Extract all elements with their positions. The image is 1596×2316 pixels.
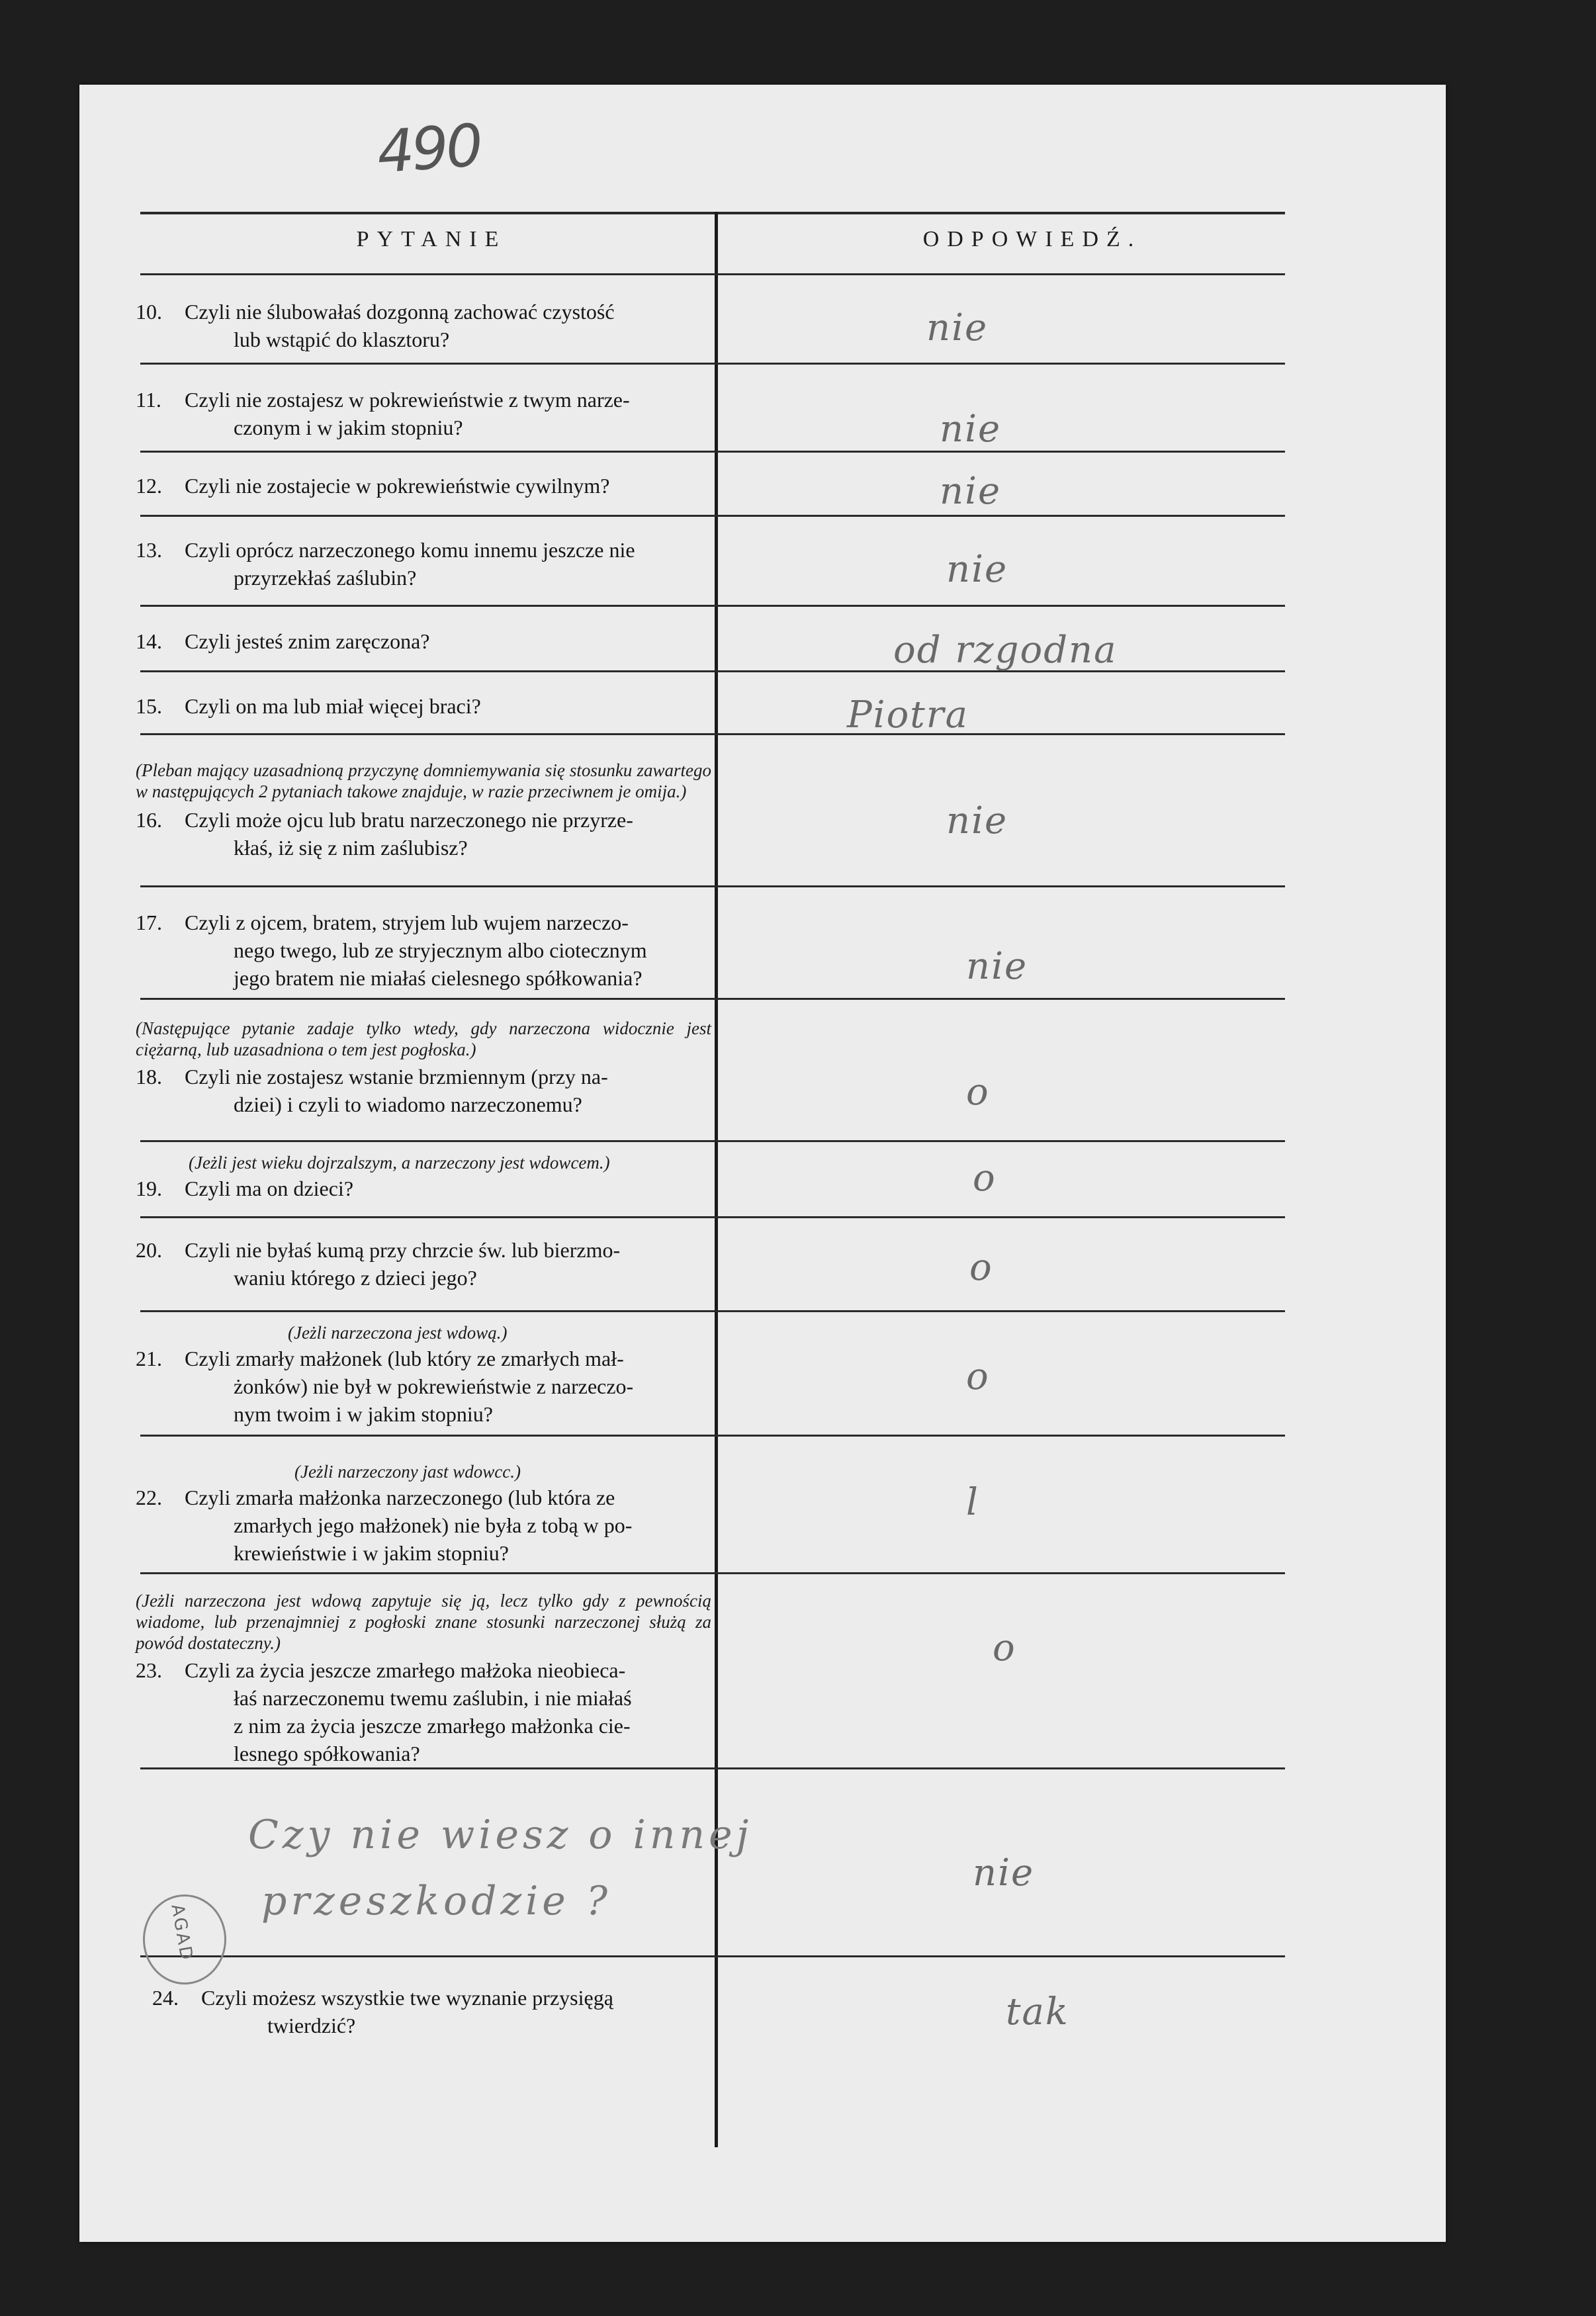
stamp-text: AGAD [167, 1902, 197, 1963]
question-16 [136, 760, 711, 862]
document-page [79, 85, 1446, 2242]
question-line: nego twego, lub ze stryjecznym albo ciotecznym [234, 938, 647, 962]
row-rule [140, 605, 1285, 607]
question-number: 19. [136, 1177, 162, 1200]
question-23 [136, 1590, 711, 1767]
row-rule [140, 451, 1285, 453]
question-line: nym twoim i w jakim stopniu? [234, 1402, 493, 1426]
row-rule [140, 273, 1285, 275]
answer-14: od rzgodna [893, 629, 1118, 672]
archive-stamp [143, 1894, 226, 1984]
answer-23: o [993, 1626, 1016, 1670]
question-13 [136, 536, 711, 592]
answer-20: o [969, 1246, 993, 1289]
question-note: (Pleban mający uzasadnioną przyczynę domniemywania się stosunku zawartego w następujących 2 pytaniach takowe znajduje, w razie przeciwnem je omija.) [136, 760, 711, 801]
question-line: Czyli zmarły małżonek (lub który ze zmarłych mał- [185, 1347, 624, 1370]
row-rule [140, 1140, 1285, 1142]
question-21 [136, 1322, 711, 1428]
row-rule [140, 1955, 1285, 1957]
question-line: kłaś, iż się z nim zaślubisz? [234, 836, 468, 860]
question-line: Czyli może ojcu lub bratu narzeczonego nie przyrze- [185, 808, 633, 832]
question-line: zmarłych jego małżonek) nie była z tobą w po- [234, 1513, 633, 1537]
question-number: 10. [136, 300, 162, 324]
question-line: krewieństwie i w jakim stopniu? [234, 1541, 509, 1565]
question-line: Czyli z ojcem, bratem, stryjem lub wujem narzeczo- [185, 911, 629, 934]
row-rule [140, 885, 1285, 887]
row-rule [140, 1767, 1285, 1769]
question-note: (Jeżli jest wieku dojrzalszym, a narzeczony jest wdowcem.) [189, 1153, 610, 1173]
row-rule [140, 363, 1285, 365]
question-line: Czyli nie zostajesz wstanie brzmiennym (przy na- [185, 1065, 608, 1089]
row-rule [140, 1435, 1285, 1437]
answer-18: o [966, 1071, 990, 1114]
question-number: 12. [136, 474, 162, 498]
question-line: łaś narzeczonemu twemu zaślubin, i nie miałaś [234, 1686, 632, 1710]
answer-15: Piotra [847, 693, 969, 736]
question-18 [136, 1018, 711, 1118]
question-11 [136, 386, 711, 441]
question-15 [136, 692, 711, 720]
row-rule [140, 998, 1285, 1000]
question-line: przyrzekłaś zaślubin? [234, 566, 417, 590]
question-number: 15. [136, 694, 162, 718]
question-line: twierdzić? [267, 2014, 356, 2037]
top-rule [140, 212, 1285, 214]
question-number: 20. [136, 1238, 162, 1262]
question-line: Czyli nie zostajecie w pokrewieństwie cywilnym? [185, 474, 610, 498]
question-note: (Jeżli narzeczona jest wdową zapytuje się ją, lecz tylko gdy z pewnością wiadome, lub przenajmniej z pogłoski znane stosunki narzeczonej służą za powód dostateczny.) [136, 1591, 711, 1653]
question-20 [136, 1236, 711, 1292]
answer-21: o [966, 1355, 990, 1398]
row-rule [140, 1310, 1285, 1312]
question-22 [136, 1461, 711, 1567]
question-note: (Jeżli narzeczona jest wdową.) [288, 1323, 508, 1343]
answer-12: nie [940, 470, 1002, 513]
question-line: waniu którego z dzieci jego? [234, 1266, 477, 1290]
question-note: (Następujące pytanie zadaje tylko wtedy, gdy narzeczona widocznie jest ciężarną, lub uzasadniona o tem jest pogłoska.) [136, 1018, 711, 1059]
answer-handwritten-question: nie [973, 1851, 1035, 1894]
question-10 [136, 298, 711, 353]
question-line: Czyli nie zostajesz w pokrewieństwie z twym narze- [185, 388, 630, 412]
row-rule [140, 515, 1285, 517]
question-number: 11. [136, 388, 161, 412]
question-19 [136, 1152, 711, 1202]
row-rule [140, 1572, 1285, 1574]
answer-16: nie [946, 799, 1008, 842]
question-number: 21. [136, 1347, 162, 1370]
question-line: Czyli oprócz narzeczonego komu innemu jeszcze nie [185, 538, 635, 562]
question-number: 22. [136, 1486, 162, 1509]
question-line: lub wstąpić do klasztoru? [234, 328, 450, 351]
answer-11: nie [940, 408, 1002, 451]
question-line: Czyli nie byłaś kumą przy chrzcie św. lub bierzmo- [185, 1238, 621, 1262]
answer-24: tak [1006, 1990, 1069, 2033]
question-line: Czyli możesz wszystkie twe wyznanie przysięgą [201, 1986, 613, 2010]
row-rule [140, 733, 1285, 735]
handwritten-question-line: przeszkodzie ? [261, 1878, 612, 1924]
question-number: 17. [136, 911, 162, 934]
question-number: 23. [136, 1658, 162, 1682]
question-17 [136, 909, 711, 992]
question-number: 14. [136, 629, 162, 653]
question-column-header: PYTANIE [356, 227, 507, 251]
question-24 [152, 1984, 715, 2039]
question-line: lesnego spółkowania? [234, 1742, 420, 1765]
page-number: 490 [375, 111, 483, 187]
question-12 [136, 472, 711, 500]
row-rule [140, 1216, 1285, 1218]
question-line: jego bratem nie miałaś cielesnego spółkowania? [234, 966, 643, 990]
answer-17: nie [966, 945, 1028, 988]
handwritten-question-line: Czy nie wiesz o innej [248, 1812, 753, 1858]
question-14 [136, 627, 711, 655]
question-line: Czyli ma on dzieci? [185, 1177, 354, 1200]
answer-column-header: ODPOWIEDŹ. [922, 227, 1142, 251]
question-line: Czyli za życia jeszcze zmarłego małżoka nieobieca- [185, 1658, 626, 1682]
answer-19: o [973, 1157, 997, 1200]
question-line: z nim za życia jeszcze zmarłego małżonka cie- [234, 1714, 631, 1738]
question-number: 16. [136, 808, 162, 832]
question-note: (Jeżli narzeczony jast wdowcc.) [294, 1462, 521, 1482]
question-line: Czyli jesteś znim zaręczona? [185, 629, 430, 653]
answer-22: l [966, 1481, 979, 1524]
question-number: 13. [136, 538, 162, 562]
question-line: czonym i w jakim stopniu? [234, 416, 463, 439]
question-line: Czyli on ma lub miał więcej braci? [185, 694, 481, 718]
question-line: dziei) i czyli to wiadomo narzeczonemu? [234, 1092, 582, 1116]
answer-10: nie [926, 306, 989, 349]
answer-13: nie [946, 548, 1008, 591]
question-line: żonków) nie był w pokrewieństwie z narzeczo- [234, 1374, 634, 1398]
question-line: Czyli nie ślubowałaś dozgonną zachować czystość [185, 300, 615, 324]
question-number: 18. [136, 1065, 162, 1089]
question-number: 24. [152, 1986, 179, 2010]
question-line: Czyli zmarła małżonka narzeczonego (lub która ze [185, 1486, 615, 1509]
